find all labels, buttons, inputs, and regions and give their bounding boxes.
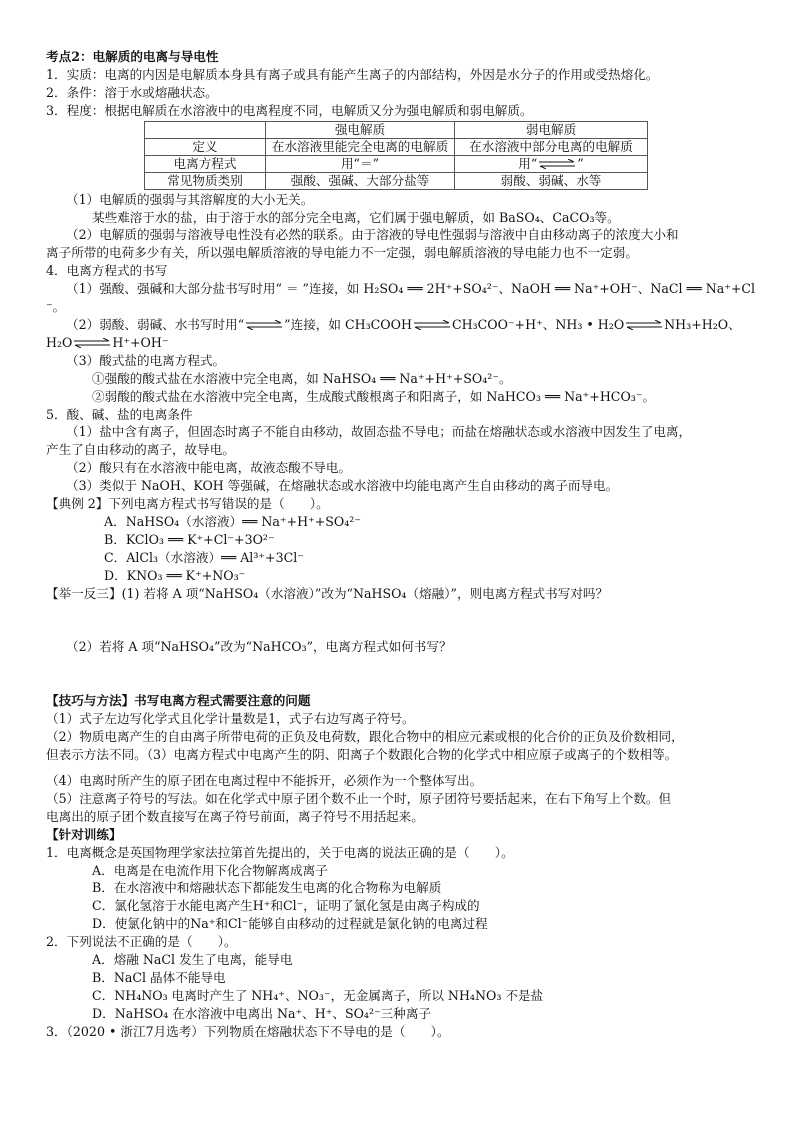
table-cell: 弱酸、弱碱、水等: [455, 172, 648, 189]
table-header: 强电解质: [266, 121, 455, 138]
option: D．NaHSO₄ 在水溶液中电离出 Na⁺、H⁺、SO₄²⁻三种离子: [92, 1005, 432, 1021]
option: C．NH₄NO₃ 电离时产生了 NH₄⁺、NO₃⁻，无金属离子，所以 NH₄NO₃ 不是盐: [92, 987, 544, 1003]
paragraph: （1）强酸、强碱和大部分盐书写时用“ ＝ ”连接，如 H₂SO₄ ══ 2H⁺+SO₄²⁻、NaOH ══ Na⁺+OH⁻、NaCl ══ Na⁺+Cl: [66, 281, 756, 297]
reversible-arrow-icon: [72, 338, 112, 348]
table-row: [145, 155, 648, 172]
table-cell: 用“＝”: [266, 155, 455, 172]
text-fragment: ”连接，如 CH₃COOH: [284, 316, 412, 332]
question: 2．下列说法不正确的是（ ）。: [46, 934, 237, 950]
reversible-arrow-icon: [537, 159, 577, 169]
option: D．KNO₃ ══ K⁺+NO₃⁻: [104, 567, 246, 583]
paragraph: 电离出的原子团个数直接写在离子符号前面，离子符号不用括起来。: [46, 808, 424, 824]
option: B．KClO₃ ══ K⁺+Cl⁻+3O²⁻: [104, 531, 275, 547]
table-header: [145, 121, 266, 138]
option: B．在水溶液中和熔融状态下都能发生电离的化合物称为电解质: [92, 880, 442, 896]
table-cell: [455, 155, 648, 172]
paragraph: （1）式子左边写化学式且化学计量数是1，式子右边写离子符号。: [46, 711, 415, 727]
table-header: 弱电解质: [455, 121, 648, 138]
section-title: 4．电离方程式的书写: [46, 263, 168, 279]
option: D．使氯化钠中的Na⁺和Cl⁻能够自由移动的过程就是氯化钠的电离过程: [92, 916, 488, 932]
table-row: [145, 138, 648, 155]
table-cell: 定义: [145, 138, 266, 155]
reversible-arrow-icon: [244, 320, 284, 330]
note: 离子所带的电荷多少有关，所以强电解质溶液的导电能力不一定强，弱电解质溶液的导电能力也不一定弱。: [46, 245, 638, 261]
text-fragment: H⁺+OH⁻: [112, 334, 169, 350]
spacer: [46, 764, 760, 772]
option: C．氯化氢溶于水能电离产生H⁺和Cl⁻，证明了氯化氢是由离子构成的: [92, 898, 480, 914]
paragraph: [46, 316, 760, 334]
weak-eq-suffix: ”: [577, 155, 584, 171]
option: C．AlCl₃（水溶液）══ Al³⁺+3Cl⁻: [104, 549, 304, 565]
extension-question: 【举一反三】(1) 若将 A 项“NaHSO₄（水溶液）”改为“NaHSO₄（熔融）”，则电离方程式书写对吗？: [46, 585, 609, 601]
option: A．电离是在电流作用下化合物解离成离子: [92, 862, 328, 878]
paragraph: （3）酸式盐的电离方程式。: [66, 352, 226, 368]
table-cell: 强酸、强碱、大部分盐等: [266, 172, 455, 189]
answer-space: [46, 656, 760, 692]
tips-title: 【技巧与方法】书写电离方程式需要注意的问题: [46, 693, 311, 709]
text-fragment: CH₃COO⁻+H⁺、NH₃ • H₂O: [451, 316, 625, 332]
question: 1．电离概念是英国物理学家法拉第首先提出的，关于电离的说法正确的是（ ）。: [46, 844, 514, 860]
table-cell: 电离方程式: [145, 155, 266, 172]
paragraph: 但表示方法不同。（3）电离方程式中电离产生的阴、阳离子个数跟化合物的化学式中相应原子或离子的个数相等。: [46, 747, 678, 763]
example-question: 【典例 2】下列电离方程式书写错误的是（ ）。: [46, 496, 329, 512]
text-fragment: H₂O: [46, 334, 73, 350]
electrolyte-table: [144, 121, 648, 190]
paragraph: ⁻。: [46, 299, 66, 315]
paragraph: （2）物质电离产生的自由离子所带电荷的正负及电荷数，跟化合物中的相应元素或根的化合价的正负及价数相同，: [46, 729, 684, 745]
option: A．NaHSO₄（水溶液）══ Na⁺+H⁺+SO₄²⁻: [104, 513, 361, 529]
paragraph: （3）类似于 NaOH、KOH 等强碱，在熔融状态或水溶液中均能电离产生自由移动的离子而导电。: [66, 478, 619, 494]
paragraph: 2．条件：溶于水或熔融状态。: [46, 84, 218, 100]
extension-question: （2）若将 A 项“NaHSO₄”改为“NaHCO₃”，电离方程式如何书写？: [66, 639, 452, 655]
section-title: 5．酸、碱、盐的电离条件: [46, 406, 193, 422]
note: 某些难溶于水的盐，由于溶于水的部分完全电离，它们属于强电解质，如 BaSO₄、CaCO₃等。: [92, 209, 620, 225]
table-row: [145, 172, 648, 189]
option: B．NaCl 晶体不能导电: [92, 969, 226, 985]
paragraph: 产生了自由移动的离子，故导电。: [46, 442, 235, 458]
paragraph: ①强酸的酸式盐在水溶液中完全电离，如 NaHSO₄ ══ Na⁺+H⁺+SO₄²⁻。: [92, 370, 512, 386]
table-header-row: [145, 121, 648, 138]
paragraph: [46, 334, 760, 352]
weak-eq-prefix: 用“: [518, 155, 538, 171]
question: 3．（2020 • 浙江7月选考）下列物质在熔融状态下不导电的是（ ）。: [46, 1023, 450, 1039]
note: （1）电解质的强弱与其溶解度的大小无关。: [66, 191, 314, 207]
table-cell: 在水溶液里能完全电离的电解质: [266, 138, 455, 155]
practice-title: 【针对训练】: [46, 826, 122, 842]
answer-space: [46, 602, 760, 638]
paragraph: （4）电离时所产生的原子团在电离过程中不能拆开，必须作为一个整体写出。: [46, 773, 483, 788]
text-fragment: NH₃+H₂O、: [664, 316, 741, 332]
paragraph: 3．程度：根据电解质在水溶液中的电离程度不同，电解质又分为强电解质和弱电解质。: [46, 102, 533, 118]
paragraph: （2）酸只有在水溶液中能电离，故液态酸不导电。: [66, 460, 352, 476]
paragraph: （1）盐中含有离子，但固态时离子不能自由移动，故固态盐不导电；而盐在熔融状态或水溶液中因发生了电离，: [66, 424, 692, 440]
paragraph: 1．实质：电离的内因是电解质本身具有离子或具有能产生离子的内部结构，外因是水分子的作用或受热熔化。: [46, 66, 659, 82]
reversible-arrow-icon: [624, 320, 664, 330]
reversible-arrow-icon: [412, 320, 452, 330]
paragraph: （5）注意离子符号的写法。如在化学式中原子团个数不止一个时，原子团符号要括起来，在右下角写上个数。但: [46, 790, 672, 806]
text-fragment: （2）弱酸、弱碱、水书写时用“: [66, 316, 245, 332]
paragraph: ②弱酸的酸式盐在水溶液中完全电离，生成酸式酸根离子和阳离子，如 NaHCO₃ ══ Na⁺+HCO₃⁻。: [92, 388, 656, 404]
table-cell: 在水溶液中部分电离的电解质: [455, 138, 648, 155]
option: A．熔融 NaCl 发生了电离，能导电: [92, 952, 293, 968]
note: （2）电解质的强弱与溶液导电性没有必然的联系。由于溶液的导电性强弱与溶液中自由移动离子的浓度大小和: [66, 227, 679, 243]
section-title: 考点2：电解质的电离与导电性: [46, 49, 219, 64]
table-cell: 常见物质类别: [145, 172, 266, 189]
document-page: [46, 48, 760, 1041]
